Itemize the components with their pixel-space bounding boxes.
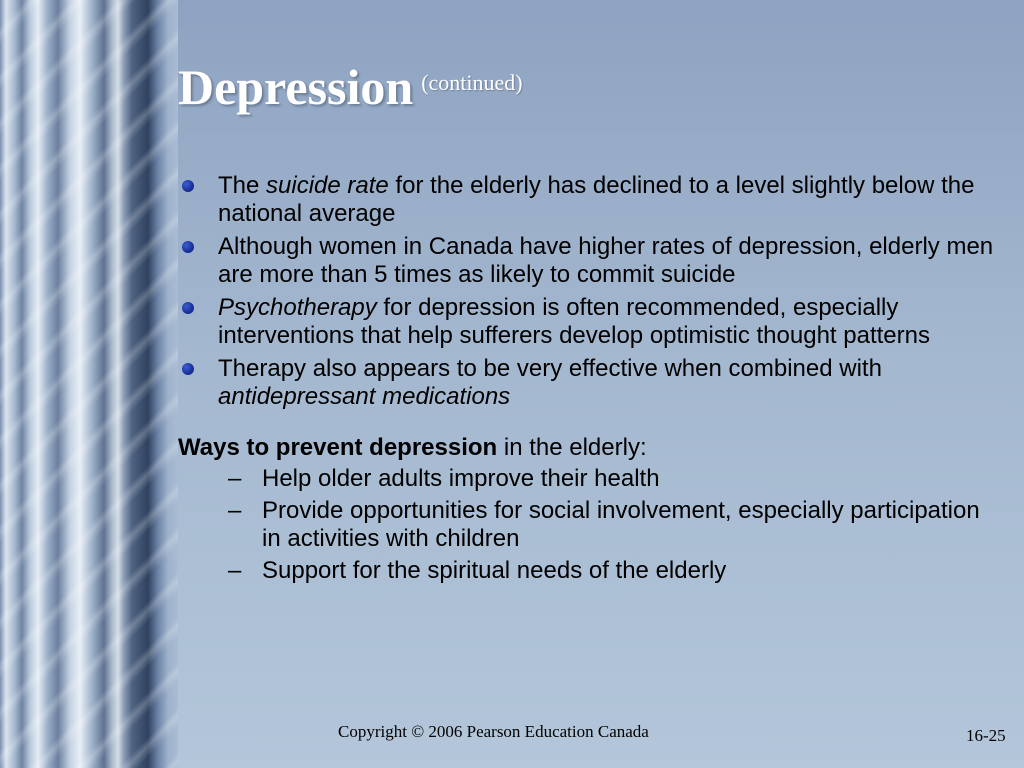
bullet-text-part: for depression is often recommended, especially interventions that help sufferers develop optimistic thought patterns xyxy=(218,294,930,349)
bullet-dot-icon xyxy=(182,363,194,375)
bullet-text: Although women in Canada have higher rates of depression, elderly men are more than 5 times as likely to commit suicide xyxy=(218,233,994,288)
dash-icon: – xyxy=(228,557,242,584)
dash-icon: – xyxy=(228,465,242,492)
ways-heading xyxy=(178,434,998,462)
slide-title-text: Depression xyxy=(178,59,414,115)
slide-subtitle: (continued) xyxy=(421,70,523,95)
bullet-dot-icon xyxy=(182,302,194,314)
bullet-item xyxy=(178,355,998,411)
sub-bullet-item xyxy=(178,557,998,585)
slide-title xyxy=(178,59,523,115)
bullet-emphasis: antidepressant medications xyxy=(218,383,511,410)
sub-bullet-text: Provide opportunities for social involvement, especially participation in activities with children xyxy=(262,497,980,552)
slide-content xyxy=(178,172,998,589)
sub-bullet-text: Support for the spiritual needs of the elderly xyxy=(262,557,727,584)
footer-copyright: Copyright © 2006 Pearson Education Canada xyxy=(338,722,649,741)
bullet-text-part: for the elderly has declined to a level slightly below the national average xyxy=(218,172,975,227)
sub-bullet-text: Help older adults improve their health xyxy=(262,465,660,492)
ways-heading-bold: Ways to prevent depression xyxy=(178,434,498,461)
bullet-text-part: The xyxy=(218,172,267,199)
dash-icon: – xyxy=(228,497,242,524)
bullet-item xyxy=(178,172,998,228)
decorative-left-border xyxy=(0,0,178,768)
sub-bullet-list xyxy=(178,465,998,585)
sub-bullet-item xyxy=(178,465,998,493)
bullet-item xyxy=(178,294,998,350)
slide-number: 16-25 xyxy=(966,726,1006,745)
bullet-text-part: Therapy also appears to be very effective when combined with xyxy=(218,355,882,382)
sub-bullet-item xyxy=(178,497,998,553)
bullet-emphasis: suicide rate xyxy=(266,172,389,199)
decorative-sheen xyxy=(0,0,178,768)
bullet-dot-icon xyxy=(182,241,194,253)
bullet-dot-icon xyxy=(182,180,194,192)
bullet-item xyxy=(178,233,998,289)
bullet-list xyxy=(178,172,998,411)
ways-heading-rest: in the elderly: xyxy=(497,434,647,461)
bullet-emphasis: Psychotherapy xyxy=(218,294,377,321)
